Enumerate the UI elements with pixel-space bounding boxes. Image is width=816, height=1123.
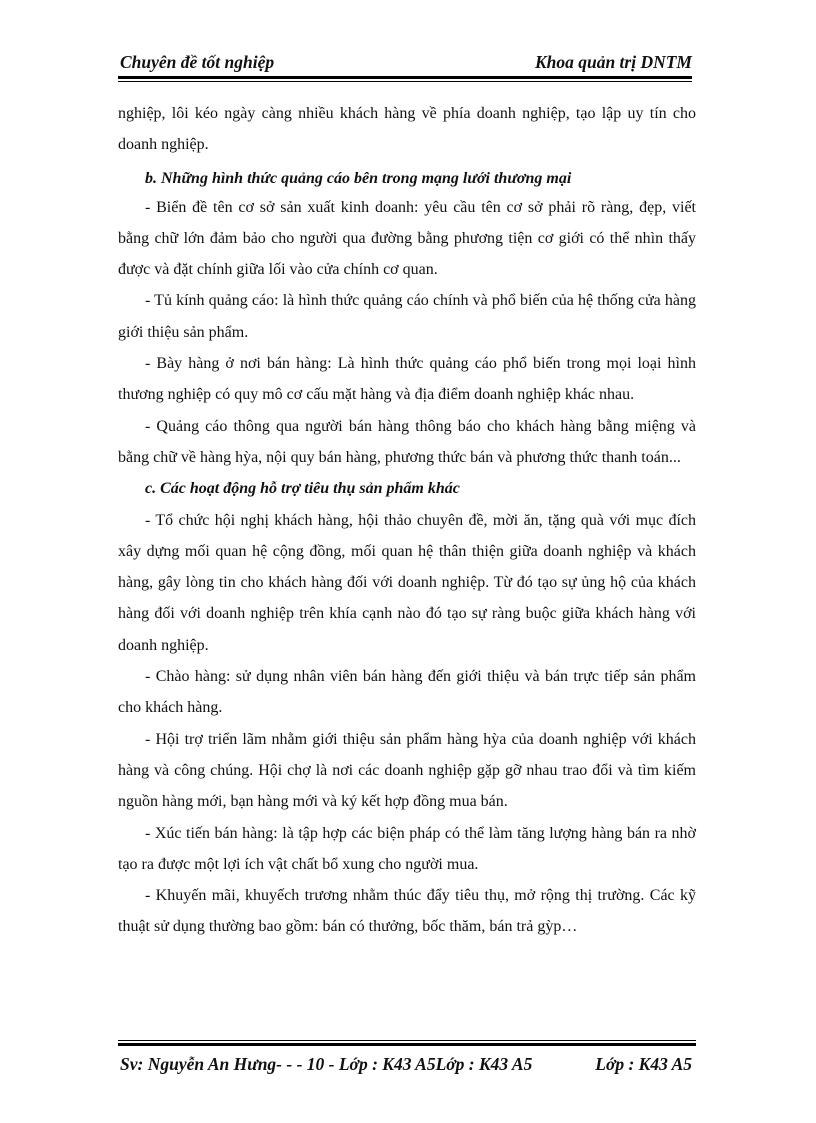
paragraph-display-case: - Tủ kính quảng cáo: là hình thức quảng cáo chính và phổ biến của hệ thống cửa hàng giới thiệu sản phẩm.: [118, 292, 696, 341]
header-faculty: Khoa quản trị DNTM: [534, 52, 692, 72]
paragraph-sales-offer: - Chào hàng: sử dụng nhân viên bán hàng đến giới thiệu và bán trực tiếp sản phẩm cho khách hàng.: [118, 668, 696, 717]
paragraph-sales-promotion: - Xúc tiến bán hàng: là tập hợp các biện pháp có thể làm tăng lượng hàng bán ra nhờ tạo ra được một lợi ích vật chất bổ xung cho người mua.: [118, 824, 696, 873]
section-heading-c: c. Các hoạt động hỗ trợ tiêu thụ sản phẩm khác: [145, 480, 460, 498]
paragraph-salesperson-ads: - Quảng cáo thông qua người bán hàng thông báo cho khách hàng bằng miệng và bằng chữ về hàng hỳa, nội quy bán hàng, phương thức bán và phương thức thanh toán...: [118, 417, 696, 466]
footer-rule-thin: [118, 1040, 696, 1041]
header-rule-thin: [118, 81, 692, 82]
paragraph-customer-conference: - Tổ chức hội nghị khách hàng, hội thảo chuyên đề, mời ăn, tặng quà với mục đích xây dựng mối quan hệ cộng đồng, mối quan hệ thân thiện giữa doanh nghiệp và khách hàng, gây lòng tin cho khách hàng đối với doanh nghiệp. Từ đó tạo sự ủng hộ của khách hàng đối với doanh nghiệp trên khía cạnh nào đó tạo sự ràng buộc giữa khách hàng với doanh nghiệp.: [118, 511, 696, 654]
section-heading-b: b. Những hình thức quảng cáo bên trong mạng lưới thương mại: [145, 169, 572, 187]
paragraph-trade-fair: - Hội trợ triển lãm nhằm giới thiệu sản phẩm hàng hỳa của doanh nghiệp với khách hàng và công chúng. Hội chợ là nơi các doanh nghiệp gặp gỡ nhau trao đổi và tìm kiếm nguồn hàng mới, bạn hàng mới và ký kết hợp đồng mua bán.: [118, 730, 696, 811]
page-footer: [118, 1040, 696, 1080]
footer-rule-thick: [118, 1043, 696, 1046]
paragraph-signboard: - Biển đề tên cơ sở sản xuất kinh doanh: yêu cầu tên cơ sở phải rõ ràng, đẹp, viết bằng chữ lớn đảm bảo cho người qua đường bằng phương tiện cơ giới có thể nhìn thấy được và đặt chính giữa lối vào cửa chính cơ quan.: [118, 198, 696, 279]
header-rule-thick: [118, 76, 692, 79]
footer-student-info: Sv: Nguyễn An Hưng- - - 10 - Lớp : K43 A5Lớp : K43 A5: [120, 1054, 533, 1074]
paragraph-merchandise-display: - Bày hàng ở nơi bán hàng: Là hình thức quảng cáo phổ biến trong mọi loại hình thương nghiệp có quy mô cơ cấu mặt hàng và địa điểm doanh nghiệp khác nhau.: [118, 355, 696, 404]
document-body: [118, 98, 696, 943]
footer-class: Lớp : K43 A5: [595, 1054, 692, 1074]
paragraph-promotions: - Khuyến mãi, khuyếch trương nhằm thúc đẩy tiêu thụ, mở rộng thị trường. Các kỹ thuật sử dụng thường bao gồm: bán có thưởng, bốc thăm, bán trả gỳp…: [118, 887, 696, 936]
header-thesis-title: Chuyên đề tốt nghiệp: [120, 52, 275, 72]
page-header: [118, 50, 692, 78]
paragraph-continuation: nghiệp, lôi kéo ngày càng nhiều khách hàng về phía doanh nghiệp, tạo lập uy tín cho doanh nghiệp.: [118, 105, 696, 154]
